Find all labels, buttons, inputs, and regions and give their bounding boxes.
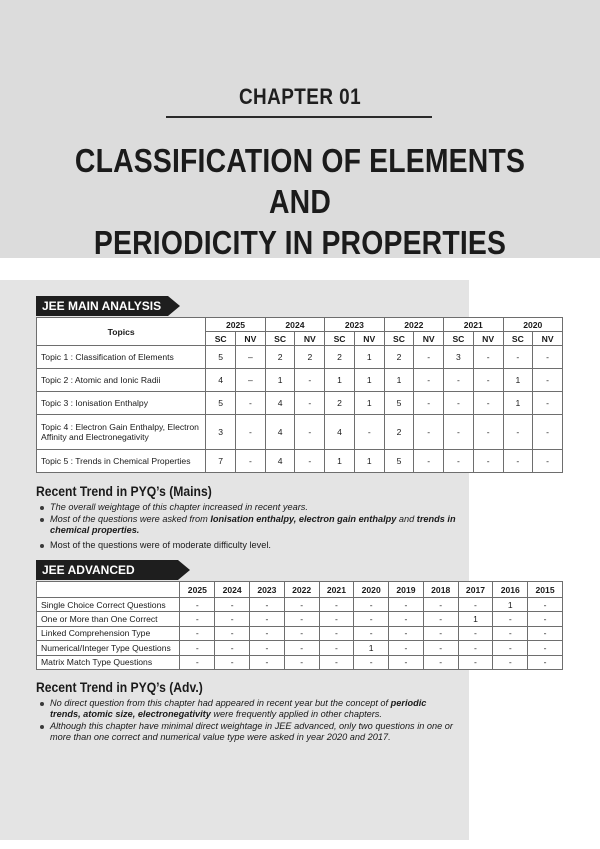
value-cell: - <box>215 612 250 626</box>
list-item: Although this chapter have minimal direct weightage in JEE advanced, only two questions in one or more than one correct and numerical value type were asked in year 2020 and 2017. <box>38 721 458 743</box>
chapter-label: CHAPTER 01 <box>238 84 362 109</box>
value-cell: - <box>295 369 325 392</box>
value-cell: - <box>319 641 354 655</box>
jee-main-analysis-table <box>36 317 563 473</box>
value-cell: - <box>423 641 458 655</box>
value-cell: - <box>473 415 503 450</box>
adv-trend-list <box>38 698 458 744</box>
value-cell: 7 <box>206 450 236 473</box>
value-cell: - <box>250 641 285 655</box>
table-row <box>37 369 563 392</box>
value-cell: - <box>414 369 444 392</box>
value-cell: 4 <box>325 415 355 450</box>
topic-cell: Topic 3 : Ionisation Enthalpy <box>37 392 206 415</box>
table-row <box>37 450 563 473</box>
year-header: 2015 <box>528 582 563 598</box>
value-cell: - <box>295 415 325 450</box>
value-cell: - <box>180 626 215 640</box>
value-cell: - <box>236 392 266 415</box>
value-cell: - <box>528 655 563 669</box>
question-type-cell: Numerical/Integer Type Questions <box>37 641 180 655</box>
value-cell: 2 <box>384 346 414 369</box>
value-cell: 1 <box>354 450 384 473</box>
year-header: 2025 <box>206 318 265 332</box>
year-header: 2020 <box>503 318 563 332</box>
nv-header: NV <box>295 332 325 346</box>
list-item: The overall weightage of this chapter increased in recent years. <box>38 502 458 513</box>
list-item-emphasis: periodic trends, atomic size, electronegativity <box>50 698 427 719</box>
value-cell: - <box>458 641 493 655</box>
value-cell: - <box>180 598 215 612</box>
value-cell: 4 <box>265 392 295 415</box>
chapter-divider <box>166 116 432 118</box>
table-row <box>37 415 563 450</box>
value-cell: 2 <box>295 346 325 369</box>
topic-cell: Topic 5 : Trends in Chemical Properties <box>37 450 206 473</box>
value-cell: - <box>423 598 458 612</box>
value-cell: - <box>236 415 266 450</box>
list-item-text: and <box>396 514 417 524</box>
nv-header: NV <box>236 332 266 346</box>
nv-header: NV <box>354 332 384 346</box>
adv-trend-heading: Recent Trend in PYQ’s (Adv.) <box>36 680 203 695</box>
year-header: 2023 <box>325 318 384 332</box>
value-cell: - <box>295 392 325 415</box>
value-cell: – <box>236 346 266 369</box>
value-cell: - <box>284 655 319 669</box>
topic-cell: Topic 4 : Electron Gain Enthalpy, Electron Affinity and Electronegativity <box>37 415 206 450</box>
list-item-emphasis: Ionisation enthalpy, electron gain enthalpy <box>210 514 397 524</box>
value-cell: - <box>180 655 215 669</box>
value-cell: - <box>414 392 444 415</box>
jee-main-analysis-tag: JEE MAIN ANALYSIS <box>36 296 168 316</box>
year-header: 2022 <box>284 582 319 598</box>
year-header: 2023 <box>250 582 285 598</box>
value-cell: - <box>389 641 424 655</box>
value-cell: 4 <box>265 450 295 473</box>
question-type-cell: Single Choice Correct Questions <box>37 598 180 612</box>
value-cell: - <box>444 415 474 450</box>
value-cell: 5 <box>206 346 236 369</box>
year-header: 2021 <box>319 582 354 598</box>
value-cell: 2 <box>265 346 295 369</box>
value-cell: - <box>503 450 533 473</box>
value-cell: - <box>473 346 503 369</box>
value-cell: 1 <box>325 369 355 392</box>
value-cell: 5 <box>384 450 414 473</box>
list-item-text: Most of the questions were asked from <box>50 514 211 524</box>
sc-header: SC <box>444 332 474 346</box>
year-header: 2017 <box>458 582 493 598</box>
value-cell: - <box>444 392 474 415</box>
value-cell: 1 <box>503 392 533 415</box>
value-cell: - <box>533 392 563 415</box>
value-cell: - <box>284 626 319 640</box>
advanced-table-body <box>37 598 563 670</box>
year-header: 2018 <box>423 582 458 598</box>
value-cell: - <box>319 612 354 626</box>
value-cell: - <box>423 612 458 626</box>
value-cell: - <box>533 415 563 450</box>
sc-header: SC <box>384 332 414 346</box>
jee-advanced-analysis-tag: JEE ADVANCED <box>36 560 178 580</box>
value-cell: - <box>473 392 503 415</box>
value-cell: – <box>236 369 266 392</box>
value-cell: - <box>473 450 503 473</box>
nv-header: NV <box>414 332 444 346</box>
nv-header: NV <box>533 332 563 346</box>
value-cell: - <box>319 626 354 640</box>
value-cell: 5 <box>384 392 414 415</box>
value-cell: - <box>215 655 250 669</box>
value-cell: 1 <box>384 369 414 392</box>
value-cell: - <box>354 626 389 640</box>
value-cell: - <box>354 655 389 669</box>
mains-trend-list <box>38 502 458 552</box>
value-cell: - <box>284 641 319 655</box>
value-cell: - <box>503 415 533 450</box>
sc-header: SC <box>206 332 236 346</box>
table-row <box>37 641 563 655</box>
list-item-emphasis: trends in chemical properties. <box>50 514 456 535</box>
year-header: 2019 <box>389 582 424 598</box>
value-cell: 1 <box>354 369 384 392</box>
value-cell: - <box>423 626 458 640</box>
table-row <box>37 612 563 626</box>
value-cell: - <box>533 450 563 473</box>
topic-cell: Topic 1 : Classification of Elements <box>37 346 206 369</box>
value-cell: - <box>284 598 319 612</box>
value-cell: - <box>414 415 444 450</box>
value-cell: 3 <box>444 346 474 369</box>
value-cell: - <box>389 655 424 669</box>
year-header: 2016 <box>493 582 528 598</box>
value-cell: - <box>493 626 528 640</box>
value-cell: - <box>423 655 458 669</box>
chapter-title-line-2: PERIODICITY IN PROPERTIES <box>93 224 507 261</box>
year-header: 2024 <box>265 318 324 332</box>
value-cell: - <box>215 598 250 612</box>
value-cell: 1 <box>354 392 384 415</box>
table-row <box>37 346 563 369</box>
value-cell: - <box>533 346 563 369</box>
value-cell: - <box>533 369 563 392</box>
value-cell: - <box>284 612 319 626</box>
value-cell: - <box>444 369 474 392</box>
value-cell: - <box>414 346 444 369</box>
value-cell: - <box>528 626 563 640</box>
value-cell: 3 <box>206 415 236 450</box>
value-cell: 1 <box>493 598 528 612</box>
value-cell: 2 <box>384 415 414 450</box>
question-type-cell: Linked Comprehension Type <box>37 626 180 640</box>
main-table-body <box>37 346 563 473</box>
value-cell: - <box>414 450 444 473</box>
mains-trend-heading: Recent Trend in PYQ’s (Mains) <box>36 484 212 499</box>
value-cell: - <box>458 598 493 612</box>
value-cell: - <box>354 598 389 612</box>
topics-header-blank <box>37 582 180 598</box>
value-cell: - <box>473 369 503 392</box>
value-cell: - <box>295 450 325 473</box>
nv-header: NV <box>473 332 503 346</box>
value-cell: - <box>528 612 563 626</box>
sc-header: SC <box>503 332 533 346</box>
value-cell: 1 <box>503 369 533 392</box>
jee-advanced-analysis-table <box>36 581 563 670</box>
value-cell: - <box>250 655 285 669</box>
value-cell: - <box>180 612 215 626</box>
list-item <box>38 514 458 536</box>
value-cell: - <box>180 641 215 655</box>
value-cell: - <box>354 612 389 626</box>
value-cell: - <box>250 626 285 640</box>
value-cell: - <box>250 598 285 612</box>
value-cell: - <box>354 415 384 450</box>
year-header: 2021 <box>444 318 503 332</box>
table-row <box>37 392 563 415</box>
list-item: Most of the questions were of moderate difficulty level. <box>38 540 458 551</box>
value-cell: 1 <box>354 346 384 369</box>
value-cell: - <box>215 626 250 640</box>
table-row <box>37 598 563 612</box>
value-cell: 2 <box>325 346 355 369</box>
list-item-text: No direct question from this chapter had appeared in recent year but the concept of <box>50 698 391 708</box>
value-cell: - <box>319 655 354 669</box>
value-cell: - <box>215 641 250 655</box>
sc-header: SC <box>265 332 295 346</box>
value-cell: 1 <box>325 450 355 473</box>
value-cell: - <box>528 598 563 612</box>
table-row <box>37 626 563 640</box>
value-cell: - <box>458 655 493 669</box>
value-cell: - <box>493 655 528 669</box>
chapter-title-line-1: CLASSIFICATION OF ELEMENTS AND <box>74 142 526 220</box>
value-cell: 1 <box>265 369 295 392</box>
question-type-cell: Matrix Match Type Questions <box>37 655 180 669</box>
value-cell: - <box>444 450 474 473</box>
value-cell: 1 <box>354 641 389 655</box>
value-cell: - <box>503 346 533 369</box>
value-cell: - <box>528 641 563 655</box>
value-cell: - <box>458 626 493 640</box>
value-cell: - <box>236 450 266 473</box>
list-item-text: were frequently applied in other chapters. <box>210 709 382 719</box>
value-cell: - <box>493 612 528 626</box>
value-cell: - <box>389 626 424 640</box>
topics-header: Topics <box>37 318 206 346</box>
sc-header: SC <box>325 332 355 346</box>
chapter-title <box>42 140 558 263</box>
value-cell: - <box>250 612 285 626</box>
value-cell: - <box>319 598 354 612</box>
year-header: 2024 <box>215 582 250 598</box>
value-cell: - <box>389 612 424 626</box>
question-type-cell: One or More than One Correct <box>37 612 180 626</box>
value-cell: - <box>493 641 528 655</box>
list-item <box>38 698 458 720</box>
value-cell: 4 <box>265 415 295 450</box>
year-header: 2020 <box>354 582 389 598</box>
value-cell: 2 <box>325 392 355 415</box>
table-row <box>37 655 563 669</box>
value-cell: 5 <box>206 392 236 415</box>
year-header: 2025 <box>180 582 215 598</box>
value-cell: - <box>389 598 424 612</box>
year-header: 2022 <box>384 318 443 332</box>
value-cell: 4 <box>206 369 236 392</box>
value-cell: 1 <box>458 612 493 626</box>
topic-cell: Topic 2 : Atomic and Ionic Radii <box>37 369 206 392</box>
